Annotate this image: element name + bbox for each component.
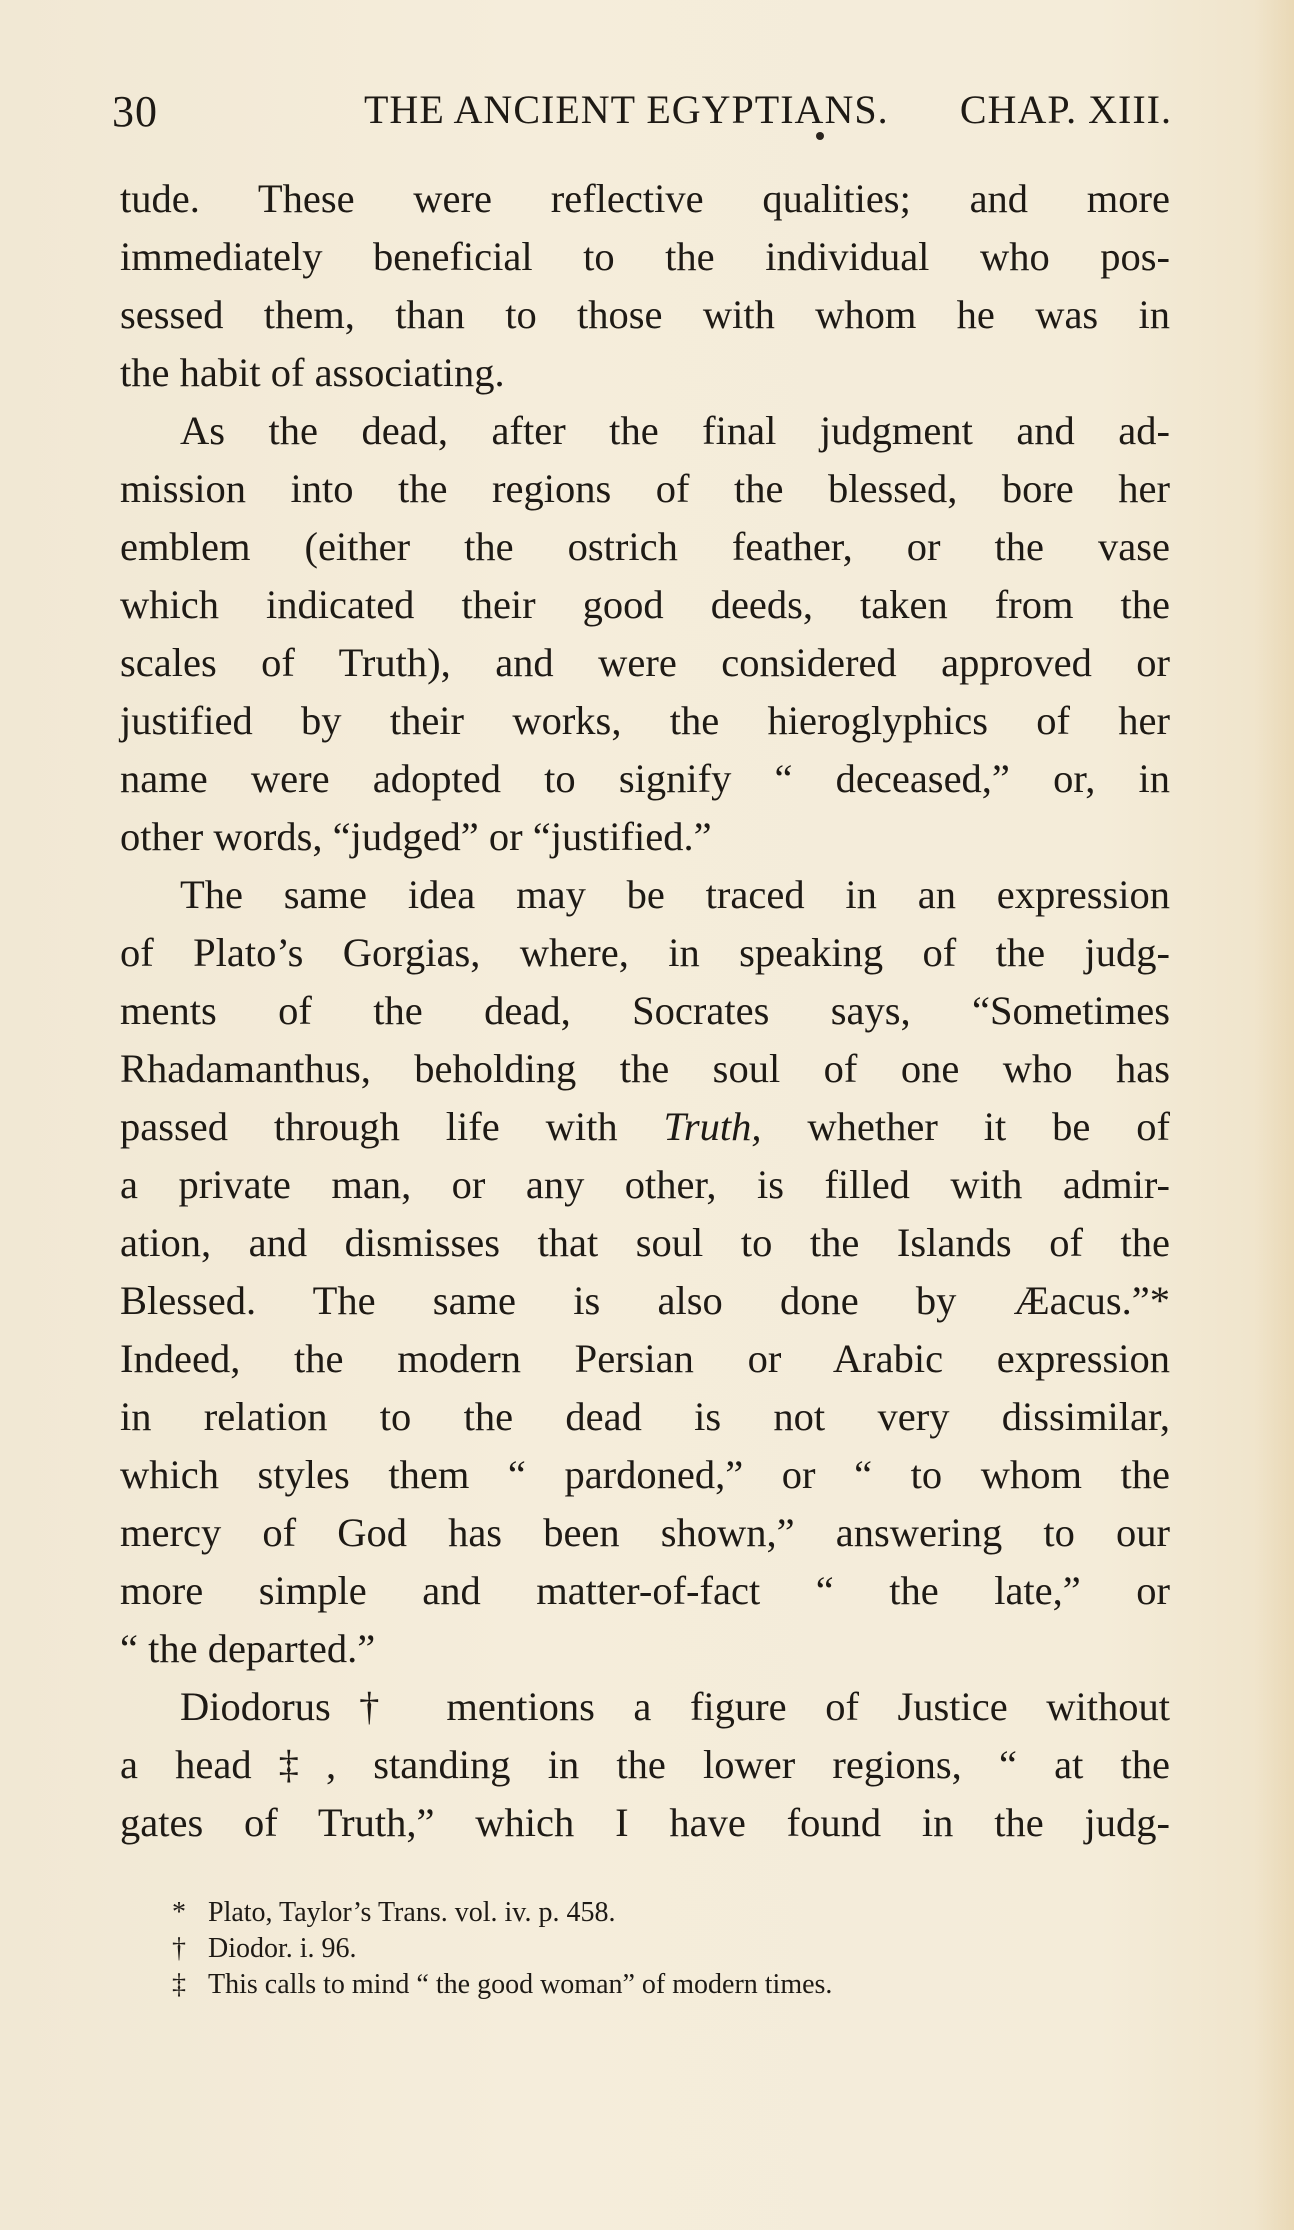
text-line: scales of Truth), and were considered approved or — [120, 640, 1170, 685]
footnote-text: This calls to mind “ the good woman” of modern times. — [208, 1969, 833, 2000]
footnote — [172, 1967, 1172, 2003]
text-line-with-italic — [120, 1098, 1170, 1156]
footnote — [172, 1931, 1172, 1967]
footnote-mark: ‡ — [172, 1969, 186, 2000]
paragraph-3 — [120, 866, 1170, 1678]
text-line: tude. These were reflective qualities; and more — [120, 176, 1170, 221]
footnote-text: Diodor. i. 96. — [208, 1933, 357, 1964]
text-line: other words, “judged” or “justified.” — [120, 814, 712, 859]
text-fragment: passed through life with — [120, 1104, 664, 1149]
running-header — [112, 86, 1172, 146]
text-line: Blessed. The same is also done by Æacus.”* — [120, 1278, 1170, 1323]
text-line: which indicated their good deeds, taken from the — [120, 582, 1170, 627]
text-line: of Plato’s Gorgias, where, in speaking of the judg- — [120, 930, 1170, 975]
paragraph-4 — [120, 1678, 1170, 1852]
text-line: which styles them “ pardoned,” or “ to whom the — [120, 1452, 1170, 1497]
body-text — [120, 170, 1170, 1852]
text-line: name were adopted to signify “ deceased,” or, in — [120, 756, 1170, 801]
text-line: justified by their works, the hieroglyphics of her — [120, 698, 1170, 743]
page-number: 30 — [112, 87, 158, 136]
text-line: As the dead, after the final judgment and ad- — [180, 408, 1170, 453]
footnote — [172, 1895, 1172, 1931]
text-line: a private man, or any other, is filled with admir- — [120, 1162, 1170, 1207]
page-edge-shadow — [1254, 0, 1294, 2230]
text-line: Rhadamanthus, beholding the soul of one who has — [120, 1046, 1170, 1091]
text-line: mission into the regions of the blessed, bore her — [120, 466, 1170, 511]
text-line: gates of Truth,” which I have found in the judg- — [120, 1800, 1170, 1845]
text-line: sessed them, than to those with whom he was in — [120, 292, 1170, 337]
text-line: a head‡, standing in the lower regions, “ at the — [120, 1742, 1170, 1787]
text-line: The same idea may be traced in an expression — [180, 872, 1170, 917]
text-line: mercy of God has been shown,” answering to our — [120, 1510, 1170, 1555]
text-line: “ the departed.” — [120, 1626, 376, 1671]
text-line: ments of the dead, Socrates says, “Sometimes — [120, 988, 1170, 1033]
text-line: Indeed, the modern Persian or Arabic expression — [120, 1336, 1170, 1381]
text-line: more simple and matter-of-fact “ the late,” or — [120, 1568, 1170, 1613]
footnote-text: Plato, Taylor’s Trans. vol. iv. p. 458. — [208, 1897, 616, 1928]
italic-word-truth: Truth, — [663, 1104, 762, 1149]
print-dot-mark — [816, 132, 824, 140]
text-line: emblem (either the ostrich feather, or the vase — [120, 524, 1170, 569]
paragraph-1 — [120, 170, 1170, 402]
text-line: ation, and dismisses that soul to the Islands of the — [120, 1220, 1170, 1265]
text-line: Diodorus† mentions a figure of Justice without — [180, 1684, 1170, 1729]
footnote-mark: † — [172, 1933, 186, 1964]
running-title: THE ANCIENT EGYPTIANS. — [364, 87, 889, 132]
text-line: immediately beneficial to the individual who pos- — [120, 234, 1170, 279]
chapter-label: CHAP. XIII. — [959, 87, 1172, 132]
text-line: the habit of associating. — [120, 350, 505, 395]
paragraph-2 — [120, 402, 1170, 866]
text-line: in relation to the dead is not very dissimilar, — [120, 1394, 1170, 1439]
footnote-mark: * — [172, 1897, 186, 1928]
footnotes — [172, 1895, 1172, 2003]
text-fragment: whether it be of — [761, 1104, 1170, 1149]
